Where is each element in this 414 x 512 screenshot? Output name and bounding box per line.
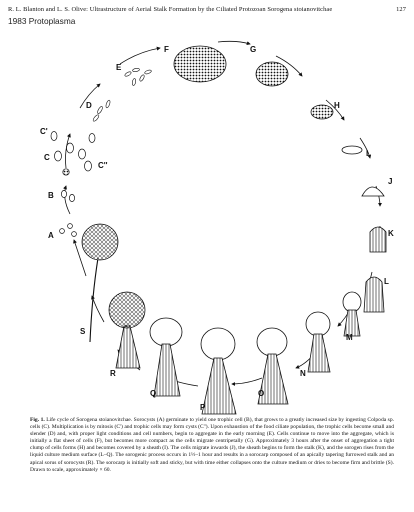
stage-J-dome — [362, 187, 384, 196]
stage-N-rising — [306, 312, 330, 372]
label-G: G — [250, 45, 257, 54]
stage-B-trophic-cells — [61, 190, 74, 201]
label-L: L — [384, 277, 389, 286]
stage-P-rising — [201, 328, 236, 414]
label-C: C — [44, 153, 50, 162]
label-O: O — [258, 389, 265, 398]
stage-H-clump — [311, 105, 333, 119]
label-R: R — [110, 369, 116, 378]
stage-L-rising — [364, 277, 384, 312]
page-number: 127 — [396, 6, 406, 13]
label-D: D — [86, 101, 92, 110]
stage-S-dried-sorocarp — [82, 224, 118, 342]
label-B: B — [48, 191, 54, 200]
stage-R-sorocarp — [109, 292, 145, 368]
label-P: P — [200, 403, 206, 412]
stage-C-cells — [51, 132, 95, 176]
label-K: K — [388, 229, 394, 238]
label-I: I — [366, 149, 369, 158]
running-title: R. L. Blanton and L. S. Olive: Ultrastructure of Aerial Stalk Formation by the Ciliated Protozoan Sorogena stoianovitchae — [8, 6, 333, 13]
stage-A-sorocysts — [60, 224, 77, 237]
label-M: M — [346, 333, 353, 342]
life-cycle-figure — [0, 26, 414, 416]
label-S: S — [80, 327, 86, 336]
label-H: H — [334, 101, 340, 110]
label-Q: Q — [150, 389, 157, 398]
label-J: J — [388, 177, 393, 186]
caption-text: Life cycle of Sorogena stoianovitchae. Sorocysts (A) germinate to yield one trophic cell (B), that grows to a greatly increased size by ingesting Colpoda sp. cells (C). Multiplication is by mitosis (C') and trophic cells may form cysts (C''). Upon exhaustion of the food ciliate population, the trophic cells become small and slender (D) and, with proper light conditions and cell numbers, begin to aggregate in the early morning (E). Cells continue to move into the aggregate, which is initially a flat sheet of cells (F), but becomes more compact as the cells migrate centripetally (G). Approximately 3 hours after the onset of aggregation a tight clump of cells forms (H) and becomes covered by a sheath (I). The cells migrate inwards (J), the sheath begins to form the stalk (K), and the sorogen rises from the liquid culture medium surface (L–Q). The sorogenic process occurs in 1½–1 hour and results in a sorocarp composed of an apically tapering furrowed stalk and an apical sorus of sorocysts (R). The sorocarp is initially soft and sticky, but with time either collapses onto the culture medium or dries to become firm and brittle (S). Drawn to scale, approximately × 60. — [30, 417, 394, 473]
stage-K-stalk-start — [370, 227, 386, 252]
stage-D-slender-cells — [92, 100, 111, 122]
stage-M-rising — [343, 292, 361, 336]
life-cycle-diagram — [0, 26, 414, 416]
stage-Q-rising — [150, 318, 182, 396]
stage-F-cell-sheet — [174, 46, 226, 82]
journal-stamp: 1983 Protoplasma — [8, 16, 76, 26]
caption-lead: Fig. 1. — [30, 417, 45, 423]
label-F: F — [164, 45, 169, 54]
stage-E-aggregating-cells — [124, 68, 152, 86]
figure-caption — [30, 417, 394, 474]
stage-I-sheathed — [342, 146, 362, 154]
label-A: A — [48, 231, 54, 240]
label-C-double-prime: C'' — [98, 161, 108, 170]
stage-G-compact-aggregate — [256, 62, 288, 86]
label-N: N — [300, 369, 306, 378]
label-C-prime: C' — [40, 127, 48, 136]
label-E: E — [116, 63, 122, 72]
